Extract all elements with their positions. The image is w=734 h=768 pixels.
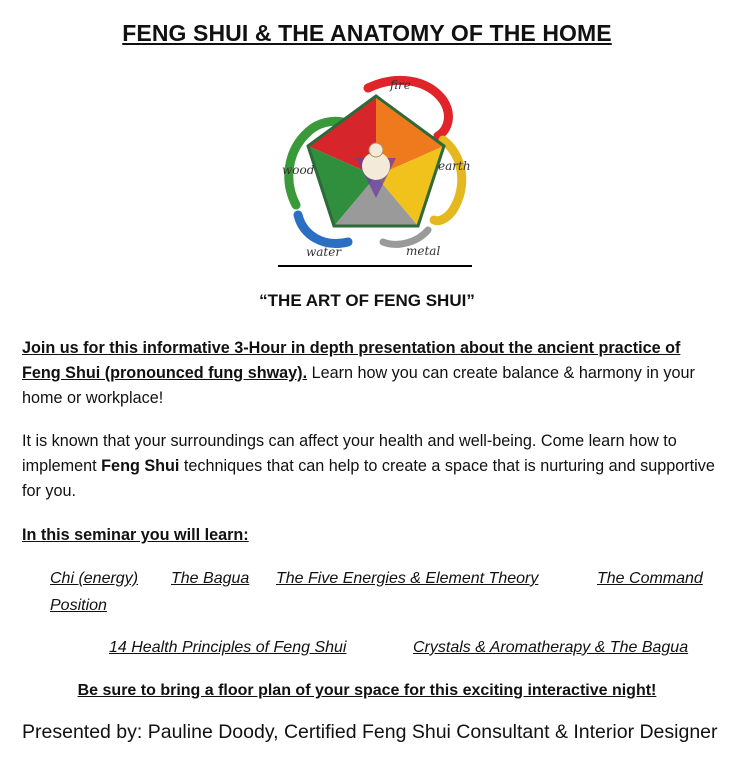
- p2-part2: techniques that can help to create a space that is nurturing and supportive for you.: [22, 457, 715, 500]
- topic-bagua: The Bagua: [171, 570, 250, 587]
- topic-five-energies: The Five Energies & Element Theory: [276, 570, 539, 587]
- p2-part1: It is known that your surroundings can affect your health and well-being. Come learn how to implement: [22, 432, 677, 475]
- topic-command: The Command: [597, 570, 703, 587]
- earth-label: earth: [438, 159, 471, 173]
- learn-heading: In this seminar you will learn:: [22, 526, 249, 544]
- topic-health-principles: 14 Health Principles of Feng Shui: [109, 639, 347, 656]
- intro-bold-1: Join us for this informative 3-Hour in depth presentation about the ancient practice of: [22, 339, 681, 357]
- five-elements-pentagon-icon: [278, 70, 474, 268]
- presented-by: Presented by: Pauline Doody, Certified Feng Shui Consultant & Interior Designer: [22, 721, 718, 743]
- p2-bold: Feng Shui: [101, 457, 180, 475]
- document-title: FENG SHUI & THE ANATOMY OF THE HOME: [122, 20, 612, 46]
- topic-chi: Chi (energy): [50, 570, 139, 587]
- subtitle: “THE ART OF FENG SHUI”: [259, 291, 475, 310]
- topic-crystals: Crystals & Aromatherapy & The Bagua: [413, 639, 689, 656]
- surroundings-paragraph: [22, 429, 722, 504]
- intro-paragraph: [22, 336, 722, 411]
- wood-label: wood: [282, 163, 315, 177]
- topic-position: Position: [50, 597, 107, 614]
- fire-label: fire: [390, 78, 411, 92]
- intro-rest: Learn how you can create balance & harmony in your home or workplace!: [22, 364, 695, 407]
- intro-bold-2: Feng Shui (pronounced fung shway).: [22, 364, 308, 382]
- metal-label: metal: [406, 244, 441, 258]
- water-label: water: [306, 245, 342, 259]
- feng-shui-five-elements-logo: [278, 70, 474, 268]
- bring-floor-plan-note: Be sure to bring a floor plan of your space for this exciting interactive night!: [77, 682, 657, 699]
